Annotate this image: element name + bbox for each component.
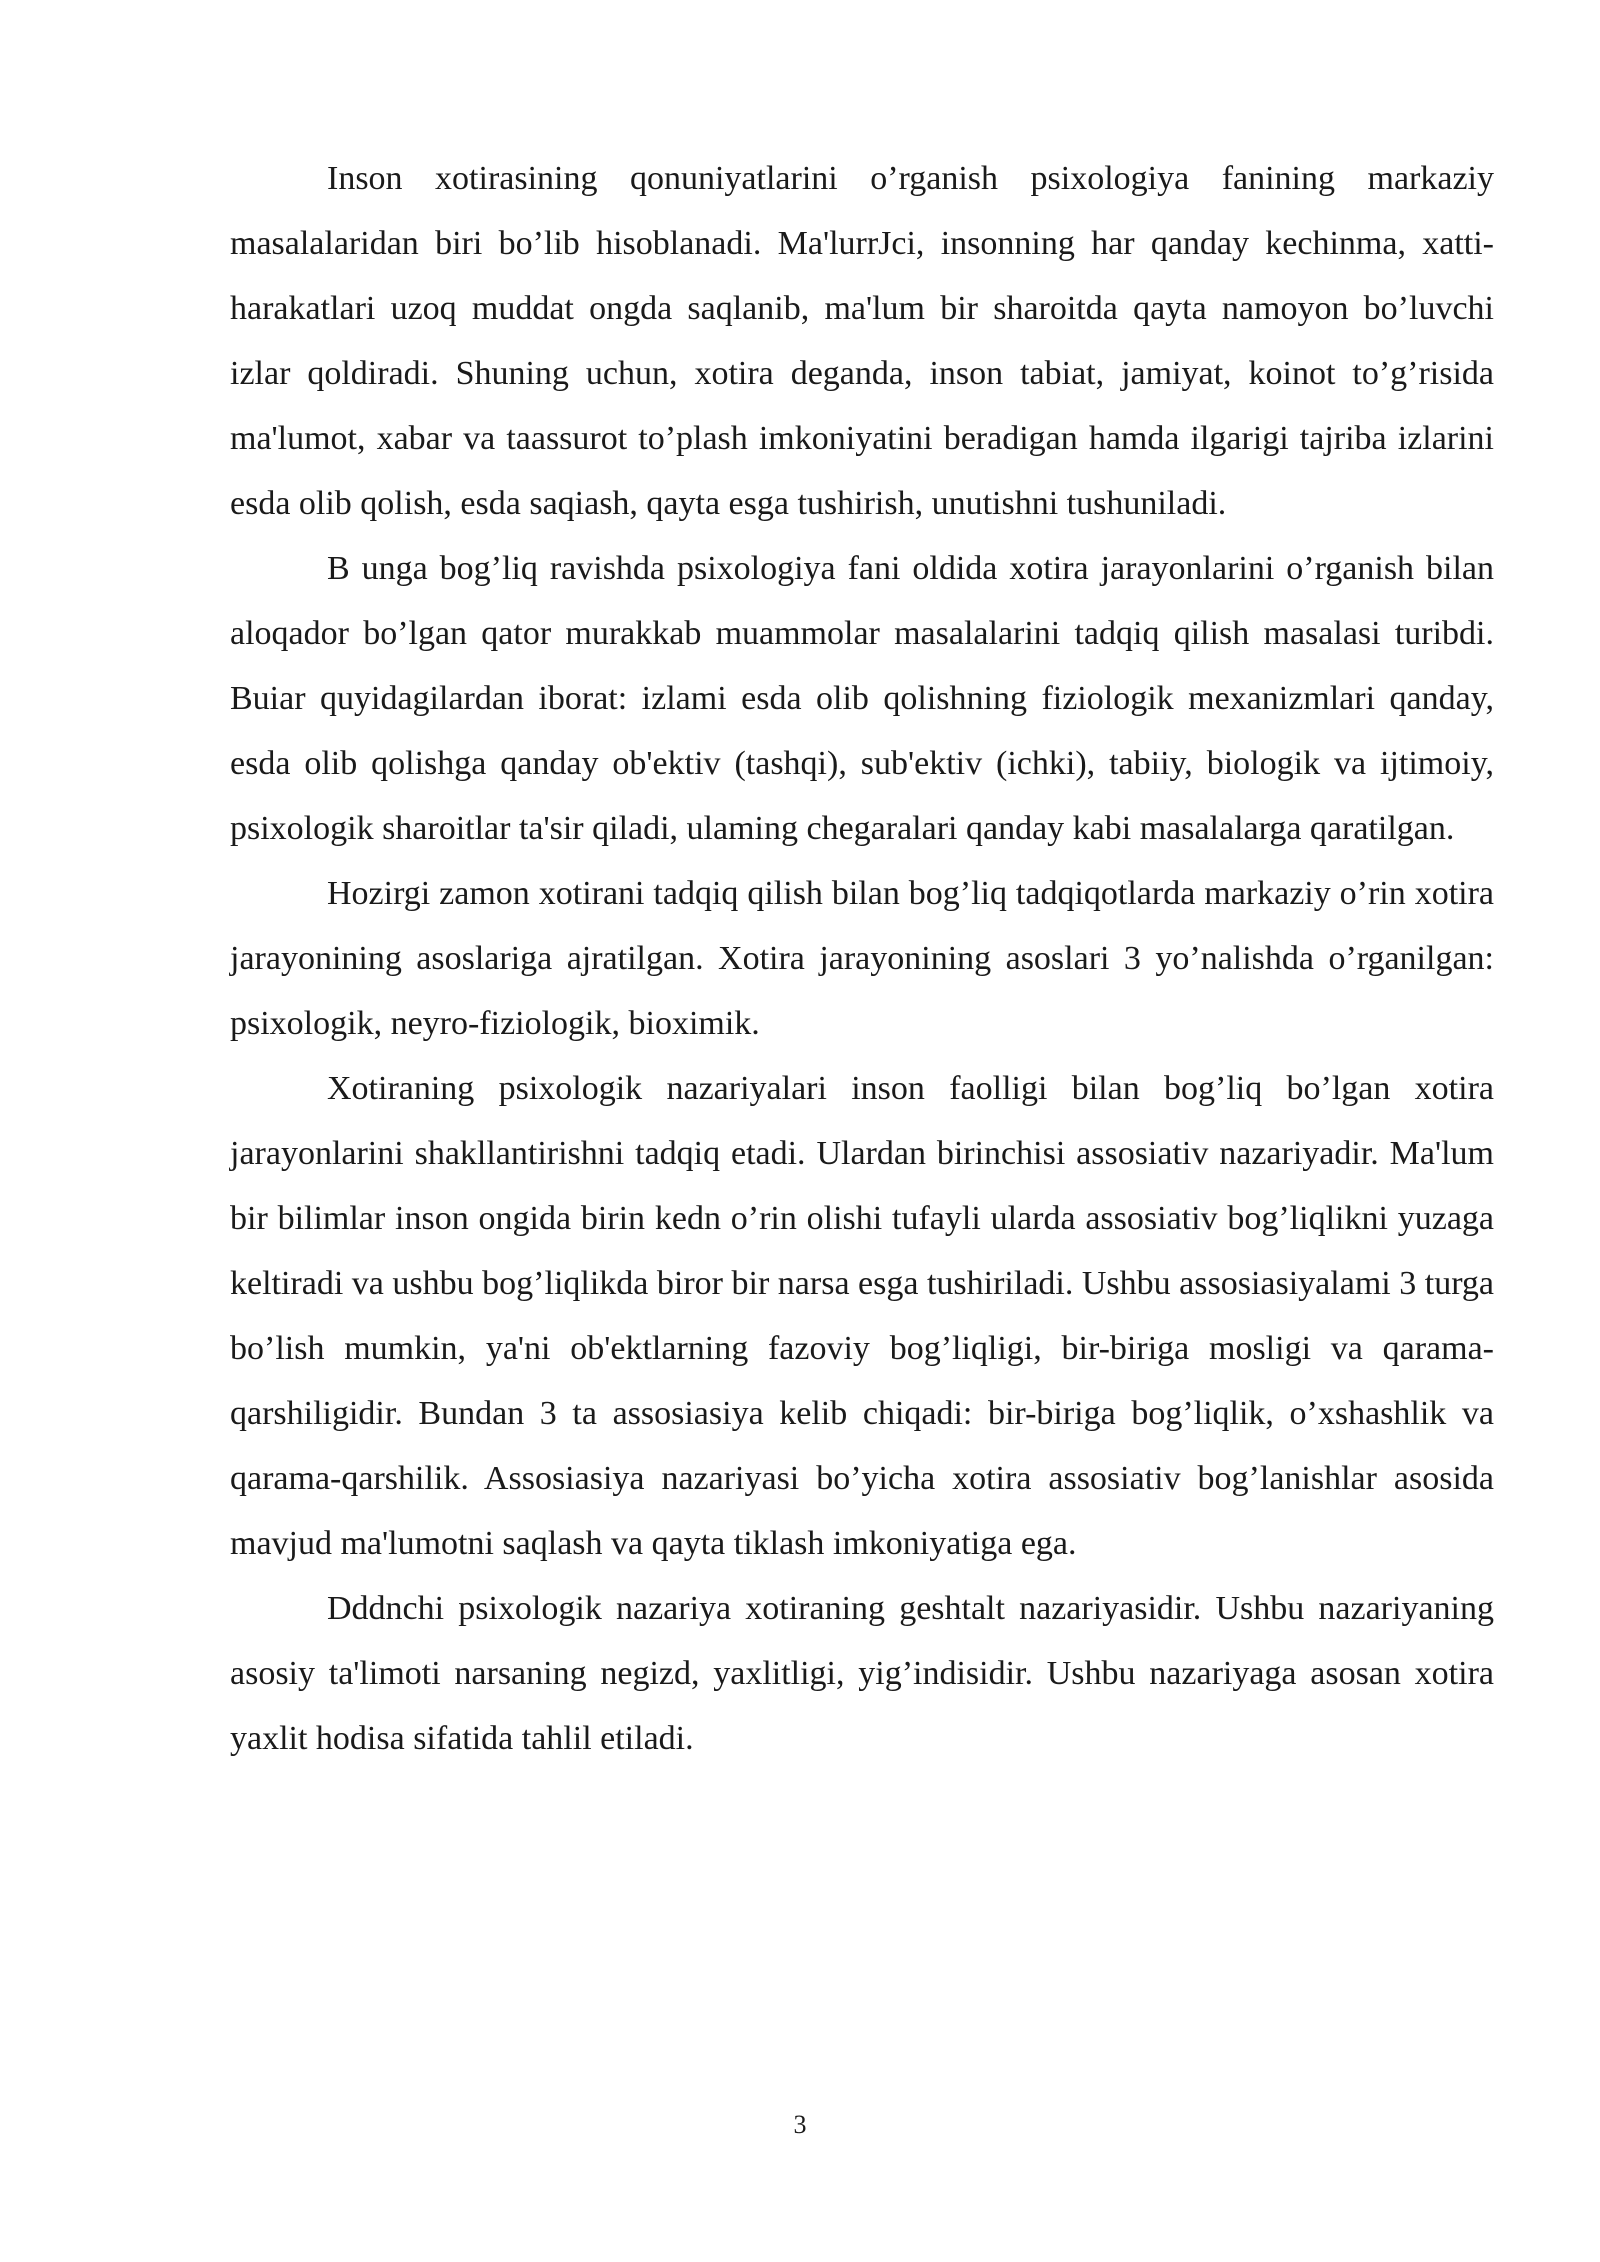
document-body xyxy=(230,146,1494,1771)
paragraph-3: Hozirgi zamon xotirani tadqiq qilish bilan bog’liq tadqiqotlarda markaziy o’rin xotira jarayonining asoslariga ajratilgan. Xotira jarayonining asoslari 3 yo’nalishda o’rganilgan: psixologik, neyro-fiziologik, bioximik. xyxy=(230,875,1494,1042)
paragraph-4: Xotiraning psixologik nazariyalari inson faolligi bilan bog’liq bo’lgan xotira jarayonlarini shakllantirishni tadqiq etadi. Ulardan birinchisi assosiativ nazariyadir. Ma'lum bir bilimlar inson ongida birin kedn o’rin olishi tufayli ularda assosiativ bog’liqlikni yuzaga keltiradi va ushbu bog’liqlikda biror bir narsa esga tushiriladi. Ushbu assosiasiyalami 3 turga bo’lish mumkin, ya'ni ob'ektlarning fazoviy bog’liqligi, bir-biriga mosligi va qarama-qarshiligidir. Bundan 3 ta assosiasiya kelib chiqadi: bir-biriga bog’liqlik, o’xshashlik va qarama-qarshilik. Assosiasiya nazariyasi bo’yicha xotira assosiativ bog’lanishlar asosida mavjud ma'lumotni saqlash va qayta tiklash imkoniyatiga ega. xyxy=(230,1070,1494,1562)
paragraph-2: B unga bog’liq ravishda psixologiya fani oldida xotira jarayonlarini o’rganish bilan aloqador bo’lgan qator murakkab muammolar masalalarini tadqiq qilish masalasi turibdi. Buiar quyidagilardan iborat: izlami esda olib qolishning fiziologik mexanizmlari qanday, esda olib qolishga qanday ob'ektiv (tashqi), sub'ektiv (ichki), tabiiy, biologik va ijtimoiy, psixologik sharoitlar ta'sir qiladi, ulaming chegaralari qanday kabi masalalarga qaratilgan. xyxy=(230,550,1494,847)
page-number: 3 xyxy=(793,2110,807,2139)
paragraph-1: Inson xotirasining qonuniyatlarini o’rganish psixologiya fanining markaziy masalalaridan biri bo’lib hisoblanadi. Ma'lurrJci, insonning har qanday kechinma, xatti-harakatlari uzoq muddat ongda saqlanib, ma'lum bir sharoitda qayta namoyon bo’luvchi izlar qoldiradi. Shuning uchun, xotira deganda, inson tabiat, jamiyat, koinot to’g’risida ma'lumot, xabar va taassurot to’plash imkoniyatini beradigan hamda ilgarigi tajriba izlarini esda olib qolish, esda saqiash, qayta esga tushirish, unutishni tushuniladi. xyxy=(230,160,1494,522)
paragraph-5: Dddnchi psixologik nazariya xotiraning geshtalt nazariyasidir. Ushbu nazariyaning asosiy ta'limoti narsaning negizd, yaxlitligi, yig’indisidir. Ushbu nazariyaga asosan xotira yaxlit hodisa sifatida tahlil etiladi. xyxy=(230,1590,1494,1757)
